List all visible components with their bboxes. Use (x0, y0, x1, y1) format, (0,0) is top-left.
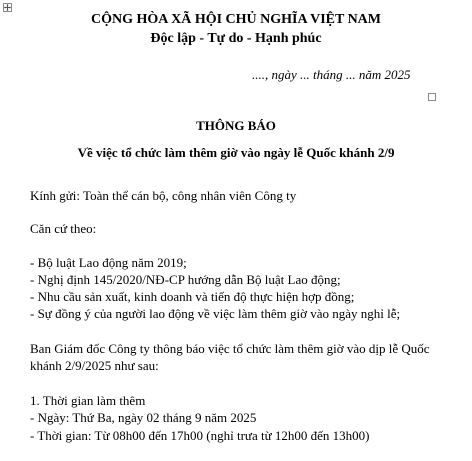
motto-line (0, 31, 472, 47)
basis-item: - Nhu cầu sản xuất, kinh doanh và tiến độ thực hiện hợp đồng; (30, 289, 355, 304)
basis-heading: Căn cứ theo: (30, 221, 97, 236)
section-item: - Thời gian: Từ 08h00 đến 17h00 (nghỉ trưa từ 12h00 đến 13h00) (30, 428, 370, 443)
announcement-line: Ban Giám đốc Công ty thông báo việc tổ chức làm thêm giờ vào dịp lễ Quốc (30, 341, 430, 356)
recipient-line: Kính gửi: Toàn thể cán bộ, công nhân viên Công ty (30, 188, 297, 203)
national-title: CỘNG HÒA XÃ HỘI CHỦ NGHĨA VIỆT NAM (90, 12, 381, 27)
date-line: ...., ngày ... tháng ... năm 2025 (252, 67, 411, 82)
table-move-handle-icon[interactable] (3, 3, 12, 12)
announcement-line: khánh 2/9/2025 như sau: (30, 358, 159, 373)
notice-subject: Về việc tổ chức làm thêm giờ vào ngày lễ Quốc khánh 2/9 (77, 145, 395, 160)
basis-item: - Sự đồng ý của người lao động về việc làm thêm giờ vào ngày nghỉ lễ; (30, 306, 401, 321)
section-item: - Ngày: Thứ Ba, ngày 02 tháng 9 năm 2025 (30, 410, 257, 425)
table-resize-handle-icon[interactable] (428, 93, 436, 101)
motto: Độc lập - Tự do - Hạnh phúc (150, 31, 322, 46)
section-heading: 1. Thời gian làm thêm (30, 393, 146, 408)
basis-item: - Bộ luật Lao động năm 2019; (30, 255, 187, 270)
notice-title: THÔNG BÁO (196, 118, 276, 133)
basis-item: - Nghị định 145/2020/NĐ-CP hướng dẫn Bộ luật Lao động; (30, 272, 341, 287)
